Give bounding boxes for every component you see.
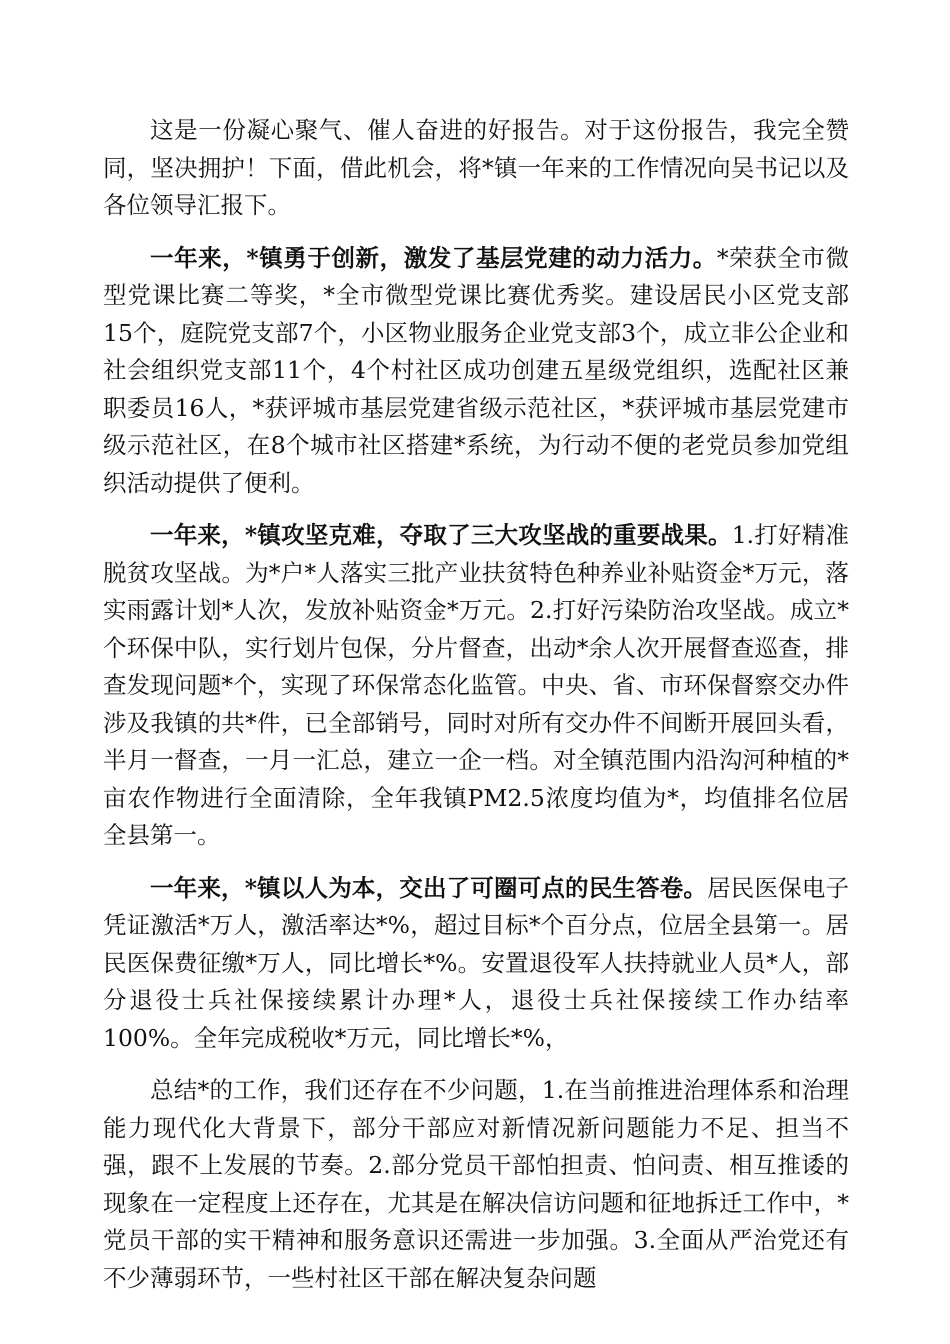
paragraph-party-building <box>103 240 849 503</box>
paragraph-text: 总结*的工作，我们还存在不少问题，1.在当前推进治理体系和治理能力现代化大背景下，部分干部应对新情况新问题能力不足、担当不强，跟不上发展的节奏。2.部分党员干部怕担责、怕问责、相互推诿的现象在一定程度上还存在，尤其是在解决信访问题和征地拆迁工作中，*党员干部的实干精神和服务意识还需进一步加强。3.全面从严治党还有不少薄弱环节，一些村社区干部在解决复杂问题 <box>103 1076 849 1292</box>
document-body <box>103 112 849 1312</box>
paragraph-text: 居民医保电子凭证激活*万人，激活率达*%，超过目标*个百分点，位居全县第一。居民医保费征缴*万人，同比增长*%。安置退役军人扶持就业人员*人，部分退役士兵社保接续累计办理*人，退役士兵社保接续工作办结率100%。全年完成税收*万元，同比增长*%， <box>103 873 850 1052</box>
paragraph-lead: 一年来，*镇攻坚克难，夺取了三大攻坚战的重要战果。 <box>150 521 732 549</box>
paragraph-text: *荣获全市微型党课比赛二等奖，*全市微型党课比赛优秀奖。建设居民小区党支部15个，庭院党支部7个，小区物业服务企业党支部3个，成立非公企业和社会组织党支部11个，4个村社区成功创建五星级党组织，选配社区兼职委员16人，*获评城市基层党建省级示范社区，*获评城市基层党建市级示范社区，在8个城市社区搭建*系统，为行动不便的老党员参加党组织活动提供了便利。 <box>103 243 850 497</box>
paragraph-three-battles <box>103 517 849 855</box>
paragraph-text: 1.打好精准脱贫攻坚战。为*户*人落实三批产业扶贫特色种养业补贴资金*万元，落实雨露计划*人次，发放补贴资金*万元。2.打好污染防治攻坚战。成立*个环保中队，实行划片包保，分片督查，出动*余人次开展督查巡查，排查发现问题*个，实现了环保常态化监管。中央、省、市环保督察交办件涉及我镇的共*件，已全部销号，同时对所有交办件不间断开展回头看，半月一督查，一月一汇总，建立一企一档。对全镇范围内沿沟河种植的*亩农作物进行全面清除，全年我镇PM2.5浓度均值为*，均值排名位居全县第一。 <box>103 521 849 849</box>
paragraph-lead: 一年来，*镇以人为本，交出了可圈可点的民生答卷。 <box>150 873 708 902</box>
paragraph-intro <box>103 112 849 225</box>
paragraph-lead: 一年来，*镇勇于创新，激发了基层党建的动力活力。 <box>150 243 717 272</box>
paragraph-text: 这是一份凝心聚气、催人奋进的好报告。对于这份报告，我完全赞同，坚决拥护！下面，借此机会，将*镇一年来的工作情况向吴书记以及各位领导汇报下。 <box>103 116 849 219</box>
paragraph-livelihood <box>103 870 849 1058</box>
paragraph-problems <box>103 1072 849 1297</box>
